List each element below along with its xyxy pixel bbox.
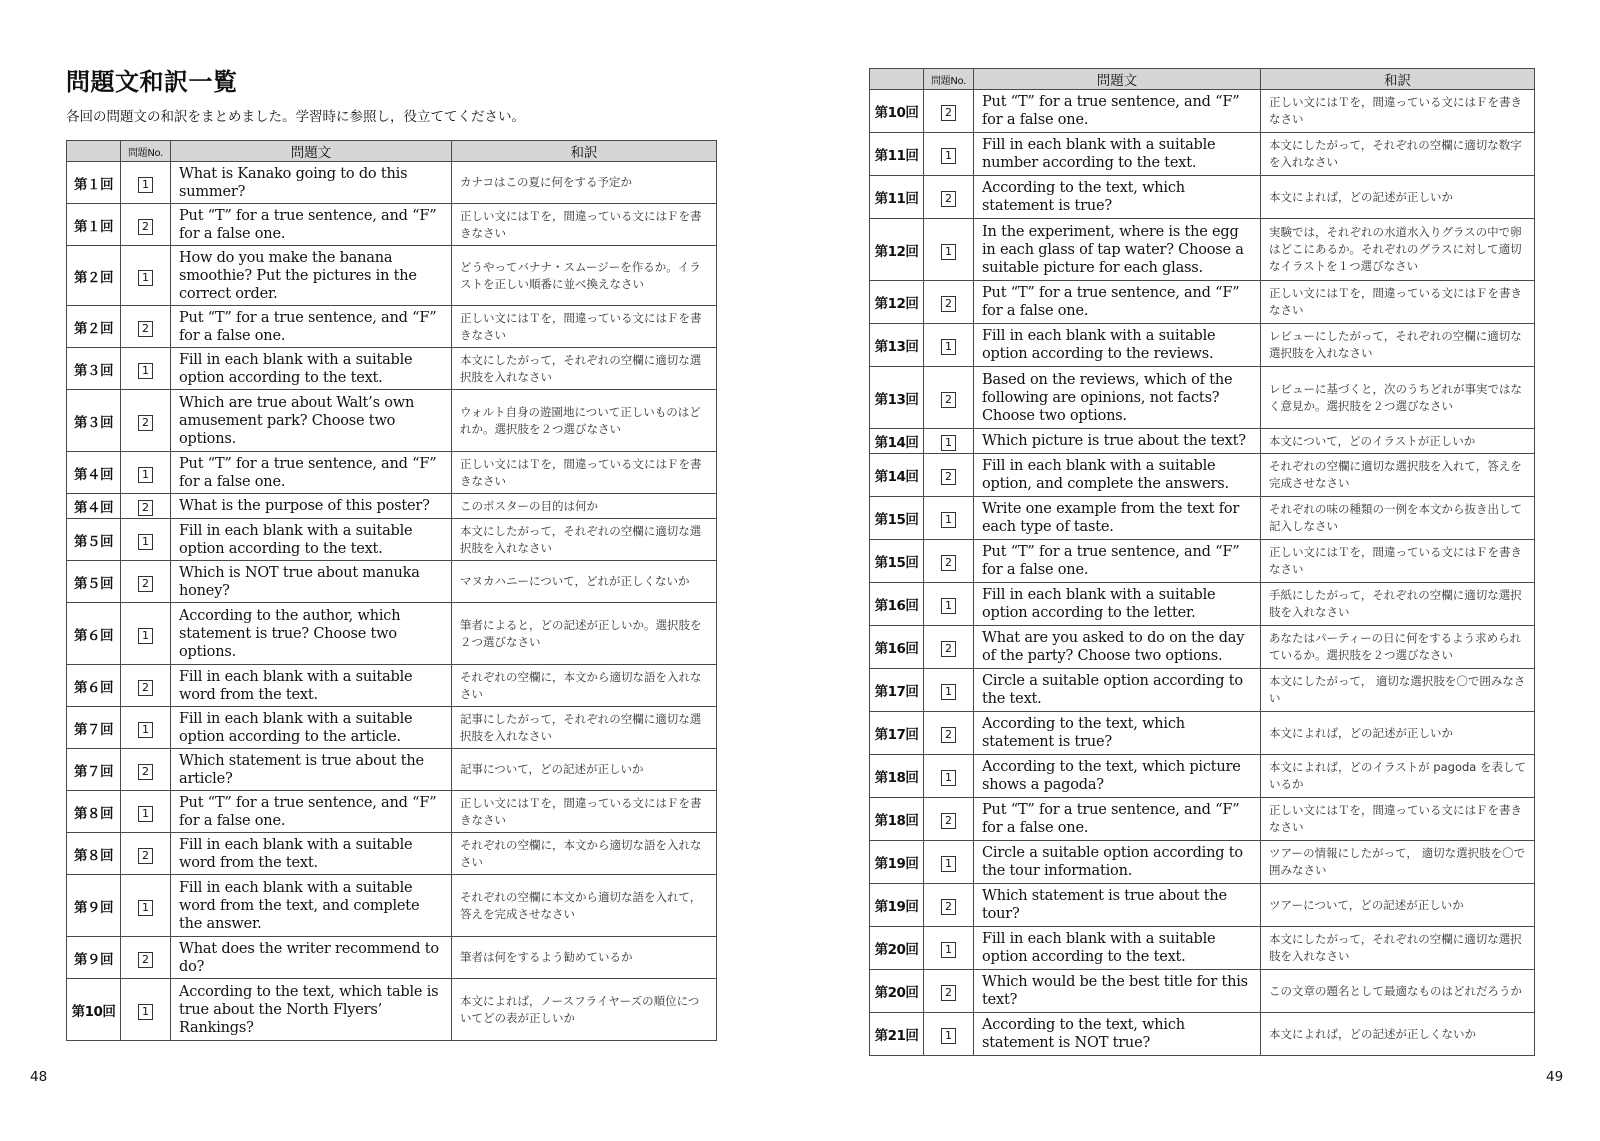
table-row — [67, 390, 717, 452]
table-row — [870, 133, 1535, 176]
table-row — [870, 324, 1535, 367]
table-row — [67, 749, 717, 791]
question-number-box: 1 — [941, 339, 956, 355]
table-row — [67, 306, 717, 348]
question-number-cell — [121, 390, 171, 452]
table-row — [870, 1013, 1535, 1056]
translation-cell: それぞれの空欄に適切な選択肢を入れて，答えを完成させなさい — [1261, 454, 1535, 497]
page-number-right: 49 — [1546, 1069, 1564, 1085]
translation-table-left — [66, 140, 717, 1041]
question-number-box: 2 — [941, 985, 956, 1001]
round-cell: 第10回 — [870, 90, 924, 133]
round-cell: 第18回 — [870, 798, 924, 841]
round-cell: 第14回 — [870, 454, 924, 497]
question-number-box: 2 — [138, 952, 153, 968]
round-cell: 第21回 — [870, 1013, 924, 1056]
round-cell: 第14回 — [870, 429, 924, 454]
round-cell: 第16回 — [870, 583, 924, 626]
question-text-cell: Circle a suitable option according to the text. — [974, 669, 1261, 712]
question-number-box: 2 — [138, 680, 153, 696]
table-row — [67, 561, 717, 603]
table-row — [870, 429, 1535, 454]
question-text-cell: Fill in each blank with a suitable word from the text. — [171, 665, 452, 707]
question-number-cell — [924, 884, 974, 927]
translation-cell: 正しい文にはＴを，間違っている文にはＦを書きなさい — [1261, 540, 1535, 583]
question-number-box: 2 — [941, 555, 956, 571]
round-cell: 第４回 — [67, 494, 121, 519]
round-cell: 第１回 — [67, 204, 121, 246]
question-number-box: 1 — [941, 942, 956, 958]
question-number-cell — [924, 281, 974, 324]
table-row — [870, 367, 1535, 429]
question-number-cell — [121, 494, 171, 519]
table-row — [870, 540, 1535, 583]
round-cell: 第９回 — [67, 937, 121, 979]
round-cell: 第15回 — [870, 497, 924, 540]
question-number-box: 2 — [138, 321, 153, 337]
question-number-cell — [924, 90, 974, 133]
question-text-cell: According to the text, which picture shows a pagoda? — [974, 755, 1261, 798]
round-cell: 第19回 — [870, 841, 924, 884]
translation-cell: このポスターの目的は何か — [452, 494, 717, 519]
table-row — [870, 176, 1535, 219]
translation-cell: ツアーの情報にしたがって， 適切な選択肢を〇で囲みなさい — [1261, 841, 1535, 884]
question-number-cell — [924, 540, 974, 583]
round-cell: 第５回 — [67, 561, 121, 603]
question-text-cell: Put “T” for a true sentence, and “F” for a false one. — [171, 791, 452, 833]
question-text-cell: According to the text, which statement is true? — [974, 712, 1261, 755]
question-text-cell: Put “T” for a true sentence, and “F” for a false one. — [171, 452, 452, 494]
round-cell: 第18回 — [870, 755, 924, 798]
question-number-box: 1 — [941, 148, 956, 164]
translation-cell: 正しい文にはＴを，間違っている文にはＦを書きなさい — [452, 306, 717, 348]
question-text-cell: Fill in each blank with a suitable option according to the reviews. — [974, 324, 1261, 367]
round-cell: 第７回 — [67, 707, 121, 749]
question-number-cell — [121, 561, 171, 603]
translation-cell: 手紙にしたがって，それぞれの空欄に適切な選択肢を入れなさい — [1261, 583, 1535, 626]
translation-cell: ツアーについて，どの記述が正しいか — [1261, 884, 1535, 927]
question-text-cell: Which would be the best title for this text? — [974, 970, 1261, 1013]
table-header-row — [67, 141, 717, 162]
question-text-cell: What does the writer recommend to do? — [171, 937, 452, 979]
question-number-box: 1 — [138, 628, 153, 644]
question-number-cell — [924, 324, 974, 367]
translation-cell: レビューにしたがって，それぞれの空欄に適切な選択肢を入れなさい — [1261, 324, 1535, 367]
question-number-box: 1 — [138, 467, 153, 483]
question-text-cell: Fill in each blank with a suitable option according to the text. — [974, 927, 1261, 970]
question-text-cell: Which is NOT true about manuka honey? — [171, 561, 452, 603]
question-text-cell: According to the author, which statement is true? Choose two options. — [171, 603, 452, 665]
table-row — [67, 937, 717, 979]
question-number-box: 1 — [138, 806, 153, 822]
translation-cell: マヌカハニーについて，どれが正しくないか — [452, 561, 717, 603]
question-number-cell — [121, 875, 171, 937]
table-row — [870, 281, 1535, 324]
question-number-box: 1 — [138, 270, 153, 286]
question-number-box: 1 — [138, 1004, 153, 1020]
question-number-cell — [121, 707, 171, 749]
question-text-cell: Put “T” for a true sentence, and “F” for a false one. — [171, 204, 452, 246]
page-subtitle: 各回の問題文の和訳をまとめました。学習時に参照し，役立ててください。 — [66, 109, 525, 125]
translation-cell: ウォルト自身の遊園地について正しいものはどれか。選択肢を２つ選びなさい — [452, 390, 717, 452]
question-text-cell: Put “T” for a true sentence, and “F” for a false one. — [974, 281, 1261, 324]
question-number-cell — [121, 791, 171, 833]
question-text-cell: How do you make the banana smoothie? Put the pictures in the correct order. — [171, 246, 452, 306]
question-number-cell — [924, 429, 974, 454]
question-number-box: 2 — [941, 727, 956, 743]
question-number-cell — [924, 927, 974, 970]
translation-cell: 正しい文にはＴを，間違っている文にはＦを書きなさい — [452, 204, 717, 246]
question-number-box: 1 — [941, 1028, 956, 1044]
question-number-box: 2 — [138, 764, 153, 780]
table-row — [870, 712, 1535, 755]
question-text-cell: Fill in each blank with a suitable option, and complete the answers. — [974, 454, 1261, 497]
round-cell: 第７回 — [67, 749, 121, 791]
question-text-cell: What are you asked to do on the day of the party? Choose two options. — [974, 626, 1261, 669]
question-text-cell: Circle a suitable option according to the tour information. — [974, 841, 1261, 884]
table-row — [67, 833, 717, 875]
round-cell: 第１回 — [67, 162, 121, 204]
translation-cell: 記事にしたがって，それぞれの空欄に適切な選択肢を入れなさい — [452, 707, 717, 749]
round-cell: 第13回 — [870, 324, 924, 367]
header-question-text: 問題文 — [171, 141, 452, 162]
question-number-box: 2 — [138, 219, 153, 235]
round-cell: 第６回 — [67, 603, 121, 665]
question-number-cell — [121, 603, 171, 665]
translation-cell: 本文によれば，どの記述が正しいか — [1261, 712, 1535, 755]
question-number-cell — [924, 454, 974, 497]
table-row — [870, 970, 1535, 1013]
question-text-cell: Put “T” for a true sentence, and “F” for a false one. — [974, 540, 1261, 583]
round-cell: 第２回 — [67, 246, 121, 306]
question-text-cell: Based on the reviews, which of the following are opinions, not facts? Choose two options. — [974, 367, 1261, 429]
translation-cell: それぞれの味の種類の一例を本文から抜き出して記入しなさい — [1261, 497, 1535, 540]
question-number-cell — [924, 176, 974, 219]
table-row — [67, 665, 717, 707]
table-row — [67, 791, 717, 833]
question-number-cell — [121, 979, 171, 1041]
question-number-cell — [924, 712, 974, 755]
table-row — [67, 875, 717, 937]
translation-cell: 記事について，どの記述が正しいか — [452, 749, 717, 791]
table-row — [870, 927, 1535, 970]
question-text-cell: Put “T” for a true sentence, and “F” for a false one. — [974, 798, 1261, 841]
round-cell: 第17回 — [870, 669, 924, 712]
question-number-box: 2 — [138, 500, 153, 516]
translation-cell: 筆者によると，どの記述が正しいか。選択肢を２つ選びなさい — [452, 603, 717, 665]
round-cell: 第４回 — [67, 452, 121, 494]
translation-cell: 本文によれば，どの記述が正しくないか — [1261, 1013, 1535, 1056]
translation-table-right — [869, 68, 1535, 1056]
question-text-cell: Fill in each blank with a suitable option according to the letter. — [974, 583, 1261, 626]
question-number-box: 2 — [941, 813, 956, 829]
question-number-cell — [924, 133, 974, 176]
question-number-cell — [121, 452, 171, 494]
question-text-cell: Write one example from the text for each type of taste. — [974, 497, 1261, 540]
question-number-box: 1 — [941, 435, 956, 451]
table-row — [870, 798, 1535, 841]
table-row — [870, 583, 1535, 626]
translation-cell: 本文によれば，どの記述が正しいか — [1261, 176, 1535, 219]
question-number-box: 2 — [941, 392, 956, 408]
table-row — [67, 348, 717, 390]
translation-cell: それぞれの空欄に，本文から適切な語を入れなさい — [452, 665, 717, 707]
round-cell: 第16回 — [870, 626, 924, 669]
table-body-left — [67, 162, 717, 1041]
question-number-box: 2 — [941, 296, 956, 312]
translation-cell: 実験では，それぞれの水道水入りグラスの中で卵はどこにあるか。それぞれのグラスに対して適切なイラストを１つ選びなさい — [1261, 219, 1535, 281]
table-header-row — [870, 69, 1535, 90]
question-number-cell — [924, 497, 974, 540]
question-text-cell: According to the text, which table is true about the North Flyers’ Rankings? — [171, 979, 452, 1041]
round-cell: 第６回 — [67, 665, 121, 707]
table-body-right — [870, 90, 1535, 1056]
question-number-cell — [924, 219, 974, 281]
round-cell: 第８回 — [67, 791, 121, 833]
question-text-cell: Fill in each blank with a suitable number according to the text. — [974, 133, 1261, 176]
question-number-box: 1 — [941, 684, 956, 700]
question-number-cell — [121, 749, 171, 791]
question-number-box: 2 — [138, 848, 153, 864]
translation-cell: 本文によれば，ノースフライヤーズの順位についてどの表が正しいか — [452, 979, 717, 1041]
question-text-cell: Put “T” for a true sentence, and “F” for a false one. — [974, 90, 1261, 133]
question-text-cell: Put “T” for a true sentence, and “F” for a false one. — [171, 306, 452, 348]
question-number-box: 2 — [138, 415, 153, 431]
question-number-box: 2 — [941, 105, 956, 121]
translation-cell: 正しい文にはＴを，間違っている文にはＦを書きなさい — [452, 452, 717, 494]
table-row — [870, 90, 1535, 133]
translation-cell: 本文にしたがって，それぞれの空欄に適切な数字を入れなさい — [1261, 133, 1535, 176]
translation-cell: 筆者は何をするよう勧めているか — [452, 937, 717, 979]
translation-cell: レビューに基づくと，次のうちどれが事実ではなく意見か。選択肢を２つ選びなさい — [1261, 367, 1535, 429]
question-number-box: 1 — [138, 534, 153, 550]
question-number-box: 1 — [941, 856, 956, 872]
question-number-cell — [924, 669, 974, 712]
header-translation: 和訳 — [452, 141, 717, 162]
question-number-cell — [121, 204, 171, 246]
question-number-cell — [924, 970, 974, 1013]
translation-cell: 本文にしたがって， 適切な選択肢を〇で囲みなさい — [1261, 669, 1535, 712]
question-text-cell: What is Kanako going to do this summer? — [171, 162, 452, 204]
table-row — [67, 519, 717, 561]
question-text-cell: Fill in each blank with a suitable option according to the text. — [171, 519, 452, 561]
question-number-cell — [924, 841, 974, 884]
round-cell: 第10回 — [67, 979, 121, 1041]
round-cell: 第20回 — [870, 970, 924, 1013]
question-text-cell: Which picture is true about the text? — [974, 429, 1261, 454]
page-title: 問題文和訳一覧 — [66, 68, 238, 96]
round-cell: 第17回 — [870, 712, 924, 755]
table-row — [67, 246, 717, 306]
question-number-box: 2 — [941, 899, 956, 915]
translation-cell: この文章の題名として最適なものはどれだろうか — [1261, 970, 1535, 1013]
header-round — [870, 69, 924, 90]
question-number-box: 1 — [941, 598, 956, 614]
translation-cell: どうやってバナナ・スムージーを作るか。イラストを正しい順番に並べ換えなさい — [452, 246, 717, 306]
question-number-box: 1 — [941, 770, 956, 786]
question-number-cell — [924, 583, 974, 626]
round-cell: 第８回 — [67, 833, 121, 875]
table-row — [67, 603, 717, 665]
header-translation: 和訳 — [1261, 69, 1535, 90]
round-cell: 第15回 — [870, 540, 924, 583]
question-number-box: 2 — [941, 469, 956, 485]
header-round — [67, 141, 121, 162]
question-text-cell: What is the purpose of this poster? — [171, 494, 452, 519]
translation-cell: 本文について，どのイラストが正しいか — [1261, 429, 1535, 454]
question-number-box: 2 — [941, 191, 956, 207]
question-number-cell — [924, 1013, 974, 1056]
round-cell: 第12回 — [870, 219, 924, 281]
question-number-cell — [121, 665, 171, 707]
question-number-box: 2 — [138, 576, 153, 592]
translation-cell: 本文にしたがって，それぞれの空欄に適切な選択肢を入れなさい — [452, 519, 717, 561]
table-row — [870, 841, 1535, 884]
question-number-box: 1 — [941, 512, 956, 528]
table-row — [870, 884, 1535, 927]
question-number-box: 1 — [138, 177, 153, 193]
round-cell: 第２回 — [67, 306, 121, 348]
round-cell: 第12回 — [870, 281, 924, 324]
translation-cell: 正しい文にはＴを，間違っている文にはＦを書きなさい — [1261, 798, 1535, 841]
table-row — [870, 669, 1535, 712]
question-number-box: 1 — [138, 722, 153, 738]
round-cell: 第９回 — [67, 875, 121, 937]
table-row — [870, 626, 1535, 669]
question-number-cell — [121, 162, 171, 204]
question-number-cell — [121, 937, 171, 979]
question-text-cell: Fill in each blank with a suitable word from the text, and complete the answer. — [171, 875, 452, 937]
question-text-cell: In the experiment, where is the egg in each glass of tap water? Choose a suitable picture for each glass. — [974, 219, 1261, 281]
header-question-number: 問題No. — [121, 141, 171, 162]
question-number-cell — [924, 626, 974, 669]
table-row — [67, 204, 717, 246]
question-number-cell — [121, 246, 171, 306]
round-cell: 第３回 — [67, 390, 121, 452]
translation-cell: 正しい文にはＴを，間違っている文にはＦを書きなさい — [1261, 281, 1535, 324]
question-number-box: 1 — [941, 244, 956, 260]
question-text-cell: Fill in each blank with a suitable word from the text. — [171, 833, 452, 875]
translation-cell: 本文にしたがって，それぞれの空欄に適切な選択肢を入れなさい — [452, 348, 717, 390]
translation-cell: それぞれの空欄に本文から適切な語を入れて，答えを完成させなさい — [452, 875, 717, 937]
table-row — [870, 454, 1535, 497]
round-cell: 第11回 — [870, 133, 924, 176]
table-row — [67, 452, 717, 494]
question-text-cell: Fill in each blank with a suitable option according to the article. — [171, 707, 452, 749]
question-text-cell: According to the text, which statement is true? — [974, 176, 1261, 219]
page-number-left: 48 — [30, 1069, 48, 1085]
translation-cell: それぞれの空欄に，本文から適切な語を入れなさい — [452, 833, 717, 875]
question-number-cell — [121, 833, 171, 875]
round-cell: 第11回 — [870, 176, 924, 219]
question-number-cell — [121, 306, 171, 348]
header-question-number: 問題No. — [924, 69, 974, 90]
translation-cell: 本文によれば，どのイラストが pagoda を表しているか — [1261, 755, 1535, 798]
question-number-cell — [121, 519, 171, 561]
translation-cell: 本文にしたがって，それぞれの空欄に適切な選択肢を入れなさい — [1261, 927, 1535, 970]
round-cell: 第５回 — [67, 519, 121, 561]
question-number-box: 2 — [941, 641, 956, 657]
round-cell: 第３回 — [67, 348, 121, 390]
question-text-cell: Which statement is true about the tour? — [974, 884, 1261, 927]
header-question-text: 問題文 — [974, 69, 1261, 90]
table-row — [67, 494, 717, 519]
table-row — [870, 755, 1535, 798]
question-number-cell — [121, 348, 171, 390]
question-number-cell — [924, 755, 974, 798]
translation-cell: カナコはこの夏に何をする予定か — [452, 162, 717, 204]
question-number-cell — [924, 798, 974, 841]
question-number-box: 1 — [138, 900, 153, 916]
table-row — [870, 219, 1535, 281]
translation-cell: 正しい文にはＴを，間違っている文にはＦを書きなさい — [1261, 90, 1535, 133]
question-text-cell: According to the text, which statement is NOT true? — [974, 1013, 1261, 1056]
table-row — [67, 162, 717, 204]
question-text-cell: Fill in each blank with a suitable option according to the text. — [171, 348, 452, 390]
table-row — [67, 707, 717, 749]
question-text-cell: Which statement is true about the article? — [171, 749, 452, 791]
round-cell: 第19回 — [870, 884, 924, 927]
round-cell: 第20回 — [870, 927, 924, 970]
table-row — [870, 497, 1535, 540]
question-number-cell — [924, 367, 974, 429]
round-cell: 第13回 — [870, 367, 924, 429]
translation-cell: 正しい文にはＴを，間違っている文にはＦを書きなさい — [452, 791, 717, 833]
table-row — [67, 979, 717, 1041]
question-text-cell: Which are true about Walt’s own amusement park? Choose two options. — [171, 390, 452, 452]
translation-cell: あなたはパーティーの日に何をするよう求められているか。選択肢を２つ選びなさい — [1261, 626, 1535, 669]
question-number-box: 1 — [138, 363, 153, 379]
